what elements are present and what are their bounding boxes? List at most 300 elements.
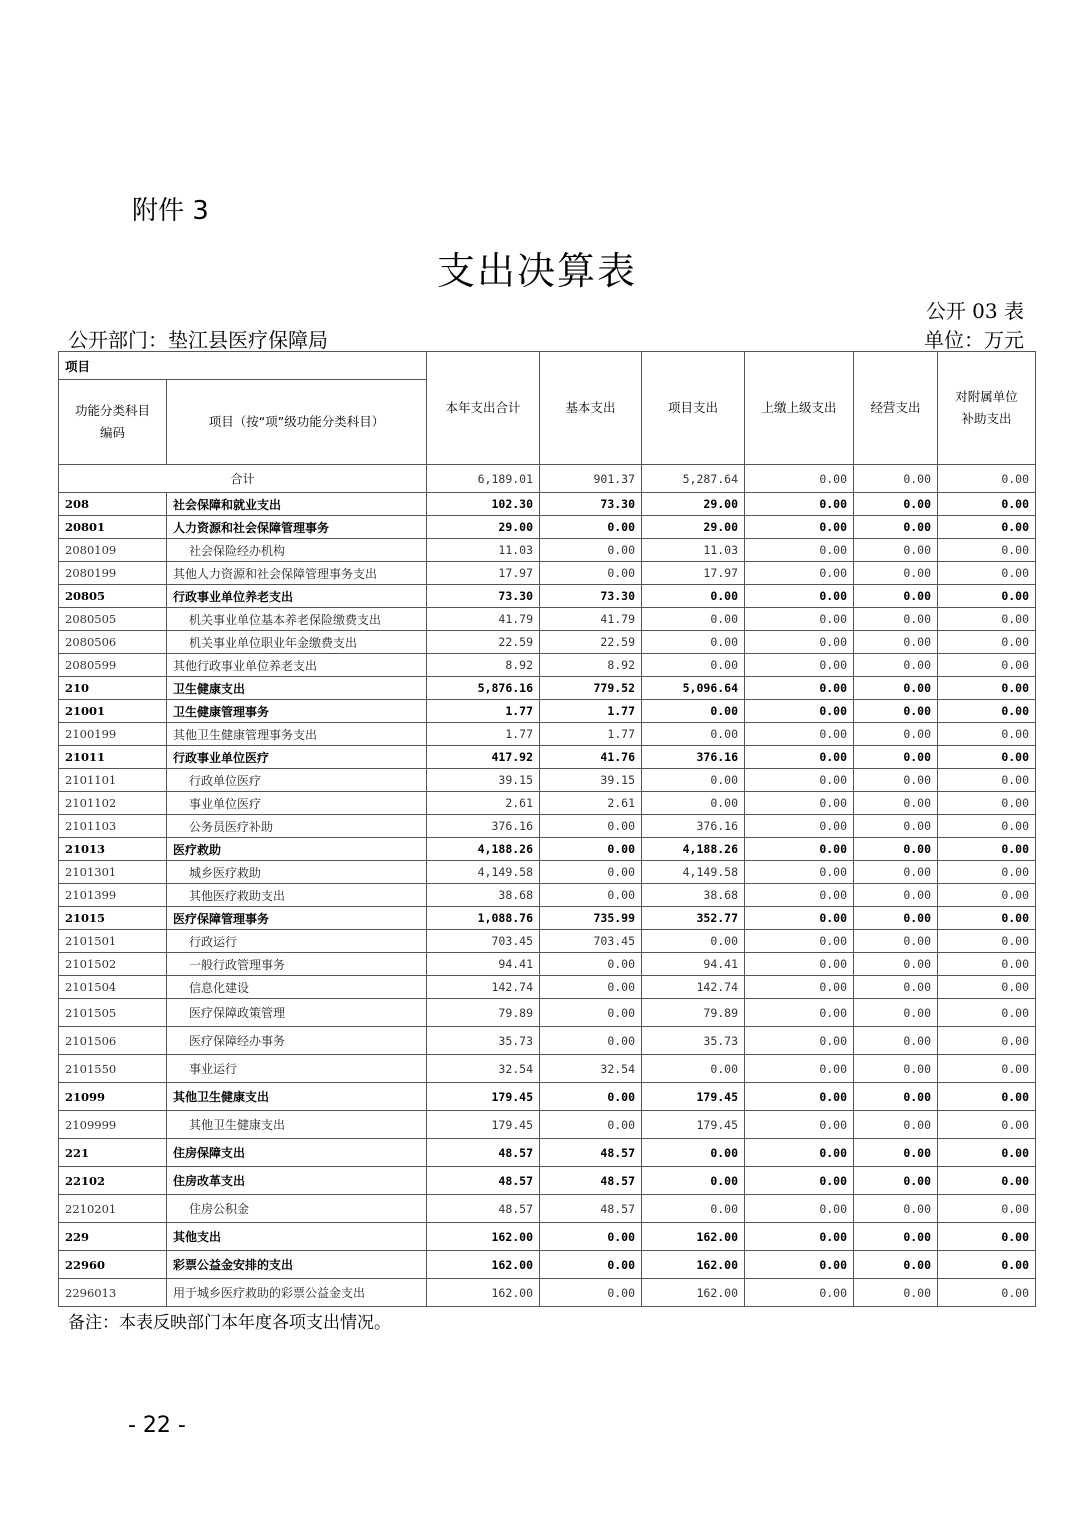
row-name: 行政单位医疗 <box>167 769 427 792</box>
row-value: 0.00 <box>854 861 938 884</box>
table-row <box>59 539 1036 562</box>
row-value: 0.00 <box>938 930 1036 953</box>
row-name: 住房保障支出 <box>167 1139 427 1167</box>
row-name: 卫生健康管理事务 <box>167 700 427 723</box>
row-value: 1.77 <box>540 723 642 746</box>
row-code: 2101501 <box>59 930 167 953</box>
table-row <box>59 677 1036 700</box>
row-code: 20805 <box>59 585 167 608</box>
row-value: 48.57 <box>427 1139 540 1167</box>
row-value: 0.00 <box>745 608 854 631</box>
row-name: 医疗保障政策管理 <box>167 999 427 1027</box>
table-row <box>59 493 1036 516</box>
row-value: 376.16 <box>642 746 745 769</box>
row-value: 0.00 <box>938 1083 1036 1111</box>
row-value: 0.00 <box>854 1139 938 1167</box>
row-value: 35.73 <box>642 1027 745 1055</box>
row-name: 城乡医疗救助 <box>167 861 427 884</box>
row-value: 0.00 <box>642 930 745 953</box>
row-value: 162.00 <box>642 1223 745 1251</box>
row-name: 行政事业单位养老支出 <box>167 585 427 608</box>
row-value: 0.00 <box>938 1223 1036 1251</box>
row-value: 0.00 <box>642 723 745 746</box>
row-value: 0.00 <box>854 999 938 1027</box>
row-value: 0.00 <box>854 953 938 976</box>
table-row <box>59 585 1036 608</box>
row-value: 0.00 <box>938 1195 1036 1223</box>
row-code: 2100199 <box>59 723 167 746</box>
row-code: 2080505 <box>59 608 167 631</box>
row-value: 0.00 <box>745 493 854 516</box>
row-name: 住房公积金 <box>167 1195 427 1223</box>
row-value: 0.00 <box>854 1167 938 1195</box>
row-value: 0.00 <box>854 1083 938 1111</box>
table-row <box>59 700 1036 723</box>
row-value: 0.00 <box>540 838 642 861</box>
row-value: 0.00 <box>642 631 745 654</box>
row-value: 0.00 <box>854 907 938 930</box>
row-name: 其他卫生健康支出 <box>167 1083 427 1111</box>
row-value: 5,096.64 <box>642 677 745 700</box>
table-row <box>59 1055 1036 1083</box>
document-title: 支出决算表 <box>436 249 637 293</box>
row-value: 0.00 <box>540 976 642 999</box>
row-value: 0.00 <box>745 723 854 746</box>
row-value: 0.00 <box>745 746 854 769</box>
row-value: 0.00 <box>854 1223 938 1251</box>
row-value: 73.30 <box>540 493 642 516</box>
row-value: 0.00 <box>540 999 642 1027</box>
table-row <box>59 562 1036 585</box>
total-value: 901.37 <box>540 465 642 493</box>
row-value: 0.00 <box>540 539 642 562</box>
row-value: 162.00 <box>642 1279 745 1307</box>
table-row <box>59 1195 1036 1223</box>
row-code: 2210201 <box>59 1195 167 1223</box>
row-value: 0.00 <box>938 746 1036 769</box>
row-code: 210 <box>59 677 167 700</box>
row-name: 住房改革支出 <box>167 1167 427 1195</box>
row-value: 0.00 <box>745 677 854 700</box>
header-name: 项目（按“项”级功能分类科目） <box>167 380 427 465</box>
row-value: 39.15 <box>540 769 642 792</box>
row-value: 4,149.58 <box>427 861 540 884</box>
row-value: 0.00 <box>854 608 938 631</box>
row-value: 0.00 <box>854 1111 938 1139</box>
row-value: 29.00 <box>642 493 745 516</box>
table-row <box>59 654 1036 677</box>
table-row <box>59 631 1036 654</box>
row-value: 73.30 <box>540 585 642 608</box>
row-value: 0.00 <box>938 999 1036 1027</box>
header-total: 本年支出合计 <box>427 352 540 465</box>
row-value: 703.45 <box>540 930 642 953</box>
row-value: 0.00 <box>854 539 938 562</box>
row-value: 8.92 <box>540 654 642 677</box>
row-value: 0.00 <box>854 516 938 539</box>
row-value: 0.00 <box>540 1083 642 1111</box>
row-value: 417.92 <box>427 746 540 769</box>
table-row <box>59 1111 1036 1139</box>
row-value: 38.68 <box>427 884 540 907</box>
header-row <box>59 352 1036 380</box>
row-value: 703.45 <box>427 930 540 953</box>
row-value: 0.00 <box>642 1055 745 1083</box>
row-value: 0.00 <box>854 815 938 838</box>
row-value: 779.52 <box>540 677 642 700</box>
total-row <box>59 465 1036 493</box>
row-value: 39.15 <box>427 769 540 792</box>
row-code: 2101550 <box>59 1055 167 1083</box>
row-value: 48.57 <box>540 1167 642 1195</box>
row-value: 0.00 <box>745 838 854 861</box>
row-value: 0.00 <box>938 1279 1036 1307</box>
row-value: 0.00 <box>540 884 642 907</box>
row-value: 0.00 <box>938 585 1036 608</box>
row-value: 0.00 <box>854 585 938 608</box>
row-value: 11.03 <box>427 539 540 562</box>
row-value: 0.00 <box>938 608 1036 631</box>
row-value: 0.00 <box>854 700 938 723</box>
table-row <box>59 1251 1036 1279</box>
row-name: 其他行政事业单位养老支出 <box>167 654 427 677</box>
row-value: 0.00 <box>540 1279 642 1307</box>
row-value: 0.00 <box>938 838 1036 861</box>
row-value: 0.00 <box>642 769 745 792</box>
row-value: 0.00 <box>938 1139 1036 1167</box>
row-code: 2109999 <box>59 1111 167 1139</box>
table-row <box>59 1027 1036 1055</box>
row-value: 376.16 <box>642 815 745 838</box>
row-code: 2101399 <box>59 884 167 907</box>
row-value: 0.00 <box>938 631 1036 654</box>
row-value: 0.00 <box>938 907 1036 930</box>
row-value: 0.00 <box>540 516 642 539</box>
row-value: 0.00 <box>854 838 938 861</box>
row-code: 21011 <box>59 746 167 769</box>
row-code: 2080109 <box>59 539 167 562</box>
attachment-label: 附件 3 <box>132 196 209 226</box>
row-code: 208 <box>59 493 167 516</box>
row-code: 2101101 <box>59 769 167 792</box>
row-code: 20801 <box>59 516 167 539</box>
row-value: 0.00 <box>854 677 938 700</box>
row-name: 行政运行 <box>167 930 427 953</box>
row-value: 0.00 <box>642 792 745 815</box>
footnote: 备注：本表反映部门本年度各项支出情况。 <box>68 1313 391 1333</box>
row-value: 102.30 <box>427 493 540 516</box>
row-value: 22.59 <box>540 631 642 654</box>
row-code: 21015 <box>59 907 167 930</box>
row-value: 48.57 <box>427 1167 540 1195</box>
row-name: 事业运行 <box>167 1055 427 1083</box>
table-row <box>59 1083 1036 1111</box>
row-value: 0.00 <box>745 1195 854 1223</box>
header-business: 经营支出 <box>854 352 938 465</box>
row-value: 0.00 <box>745 1251 854 1279</box>
row-value: 0.00 <box>642 585 745 608</box>
row-value: 79.89 <box>642 999 745 1027</box>
row-name: 信息化建设 <box>167 976 427 999</box>
row-value: 0.00 <box>938 861 1036 884</box>
table-row <box>59 815 1036 838</box>
row-value: 0.00 <box>540 1027 642 1055</box>
row-value: 11.03 <box>642 539 745 562</box>
row-value: 1.77 <box>427 700 540 723</box>
row-value: 0.00 <box>938 884 1036 907</box>
row-value: 1.77 <box>540 700 642 723</box>
row-value: 0.00 <box>745 700 854 723</box>
header-code: 功能分类科目编码 <box>59 380 167 465</box>
row-name: 其他医疗救助支出 <box>167 884 427 907</box>
row-name: 机关事业单位基本养老保险缴费支出 <box>167 608 427 631</box>
row-value: 0.00 <box>745 884 854 907</box>
row-code: 21013 <box>59 838 167 861</box>
row-value: 0.00 <box>854 723 938 746</box>
unit-label: 单位：万元 <box>924 328 1024 352</box>
header-project-exp: 项目支出 <box>642 352 745 465</box>
row-value: 179.45 <box>427 1083 540 1111</box>
row-value: 0.00 <box>938 1055 1036 1083</box>
table-row <box>59 1223 1036 1251</box>
row-name: 机关事业单位职业年金缴费支出 <box>167 631 427 654</box>
row-value: 0.00 <box>540 953 642 976</box>
row-name: 其他支出 <box>167 1223 427 1251</box>
table-row <box>59 723 1036 746</box>
row-value: 0.00 <box>540 1111 642 1139</box>
total-value: 0.00 <box>745 465 854 493</box>
row-name: 行政事业单位医疗 <box>167 746 427 769</box>
row-value: 0.00 <box>938 677 1036 700</box>
table-row <box>59 930 1036 953</box>
header-project: 项目 <box>59 352 427 380</box>
row-value: 4,188.26 <box>642 838 745 861</box>
row-value: 48.57 <box>540 1195 642 1223</box>
row-value: 17.97 <box>642 562 745 585</box>
row-value: 0.00 <box>745 1111 854 1139</box>
row-value: 41.79 <box>540 608 642 631</box>
row-name: 其他人力资源和社会保障管理事务支出 <box>167 562 427 585</box>
row-code: 2101103 <box>59 815 167 838</box>
row-value: 0.00 <box>854 654 938 677</box>
row-value: 0.00 <box>642 654 745 677</box>
header-upper: 上缴上级支出 <box>745 352 854 465</box>
row-value: 0.00 <box>938 539 1036 562</box>
row-name: 社会保障和就业支出 <box>167 493 427 516</box>
row-value: 0.00 <box>854 1055 938 1083</box>
row-name: 事业单位医疗 <box>167 792 427 815</box>
row-code: 2101504 <box>59 976 167 999</box>
table-row <box>59 769 1036 792</box>
row-code: 2101506 <box>59 1027 167 1055</box>
row-value: 162.00 <box>427 1279 540 1307</box>
row-code: 221 <box>59 1139 167 1167</box>
row-value: 0.00 <box>540 562 642 585</box>
row-code: 2101301 <box>59 861 167 884</box>
row-value: 0.00 <box>642 1167 745 1195</box>
table-row <box>59 1139 1036 1167</box>
row-value: 0.00 <box>745 562 854 585</box>
row-value: 41.79 <box>427 608 540 631</box>
row-value: 179.45 <box>642 1111 745 1139</box>
row-value: 0.00 <box>745 631 854 654</box>
row-value: 142.74 <box>427 976 540 999</box>
table-row <box>59 884 1036 907</box>
row-value: 0.00 <box>938 723 1036 746</box>
row-value: 0.00 <box>745 999 854 1027</box>
table-row <box>59 861 1036 884</box>
row-name: 用于城乡医疗救助的彩票公益金支出 <box>167 1279 427 1307</box>
row-value: 79.89 <box>427 999 540 1027</box>
row-value: 0.00 <box>540 1223 642 1251</box>
row-value: 38.68 <box>642 884 745 907</box>
row-value: 0.00 <box>745 516 854 539</box>
row-value: 0.00 <box>540 1251 642 1279</box>
row-value: 1.77 <box>427 723 540 746</box>
row-value: 0.00 <box>938 815 1036 838</box>
row-value: 8.92 <box>427 654 540 677</box>
row-value: 73.30 <box>427 585 540 608</box>
row-value: 0.00 <box>938 654 1036 677</box>
row-value: 179.45 <box>642 1083 745 1111</box>
row-value: 0.00 <box>642 1195 745 1223</box>
row-name: 医疗保障经办事务 <box>167 1027 427 1055</box>
row-value: 0.00 <box>745 1083 854 1111</box>
row-value: 0.00 <box>745 976 854 999</box>
row-code: 21001 <box>59 700 167 723</box>
row-value: 0.00 <box>938 562 1036 585</box>
row-value: 48.57 <box>427 1195 540 1223</box>
row-value: 0.00 <box>854 1251 938 1279</box>
row-value: 142.74 <box>642 976 745 999</box>
row-value: 0.00 <box>938 493 1036 516</box>
row-value: 735.99 <box>540 907 642 930</box>
row-value: 0.00 <box>938 1167 1036 1195</box>
row-value: 0.00 <box>854 930 938 953</box>
expenditure-table <box>58 351 1036 1307</box>
row-name: 其他卫生健康支出 <box>167 1111 427 1139</box>
row-value: 0.00 <box>745 769 854 792</box>
total-value: 0.00 <box>854 465 938 493</box>
row-value: 0.00 <box>745 953 854 976</box>
row-value: 0.00 <box>745 861 854 884</box>
table-row <box>59 976 1036 999</box>
row-value: 0.00 <box>854 1279 938 1307</box>
row-value: 376.16 <box>427 815 540 838</box>
row-value: 2.61 <box>427 792 540 815</box>
row-value: 0.00 <box>745 792 854 815</box>
row-value: 0.00 <box>540 861 642 884</box>
table-row <box>59 1167 1036 1195</box>
row-name: 医疗救助 <box>167 838 427 861</box>
row-code: 2080599 <box>59 654 167 677</box>
page-number: - 22 - <box>128 1413 186 1438</box>
row-value: 29.00 <box>642 516 745 539</box>
row-value: 0.00 <box>854 792 938 815</box>
row-name: 人力资源和社会保障管理事务 <box>167 516 427 539</box>
row-value: 0.00 <box>745 1055 854 1083</box>
row-value: 0.00 <box>745 1279 854 1307</box>
row-code: 2101102 <box>59 792 167 815</box>
row-value: 0.00 <box>938 700 1036 723</box>
header-subsidy: 对附属单位补助支出 <box>938 352 1036 465</box>
row-value: 48.57 <box>540 1139 642 1167</box>
row-value: 41.76 <box>540 746 642 769</box>
row-value: 32.54 <box>540 1055 642 1083</box>
row-value: 0.00 <box>854 746 938 769</box>
table-row <box>59 1279 1036 1307</box>
header-basic: 基本支出 <box>540 352 642 465</box>
table-row <box>59 999 1036 1027</box>
row-value: 179.45 <box>427 1111 540 1139</box>
row-name: 社会保险经办机构 <box>167 539 427 562</box>
row-code: 21099 <box>59 1083 167 1111</box>
row-value: 0.00 <box>854 884 938 907</box>
row-name: 医疗保障管理事务 <box>167 907 427 930</box>
row-value: 0.00 <box>854 562 938 585</box>
row-value: 352.77 <box>642 907 745 930</box>
total-value: 6,189.01 <box>427 465 540 493</box>
row-value: 0.00 <box>938 1027 1036 1055</box>
total-value: 0.00 <box>938 465 1036 493</box>
row-value: 0.00 <box>642 700 745 723</box>
table-row <box>59 838 1036 861</box>
row-value: 0.00 <box>938 976 1036 999</box>
row-value: 0.00 <box>854 493 938 516</box>
row-value: 1,088.76 <box>427 907 540 930</box>
row-value: 0.00 <box>745 815 854 838</box>
table-row <box>59 907 1036 930</box>
department-label: 公开部门：垫江县医疗保障局 <box>68 328 328 352</box>
row-value: 0.00 <box>745 1139 854 1167</box>
row-value: 94.41 <box>642 953 745 976</box>
row-value: 162.00 <box>642 1251 745 1279</box>
row-name: 一般行政管理事务 <box>167 953 427 976</box>
row-value: 0.00 <box>938 769 1036 792</box>
row-code: 2101502 <box>59 953 167 976</box>
row-value: 0.00 <box>854 769 938 792</box>
row-value: 0.00 <box>938 1251 1036 1279</box>
row-value: 0.00 <box>938 953 1036 976</box>
total-label: 合计 <box>59 465 427 493</box>
row-value: 4,188.26 <box>427 838 540 861</box>
row-name: 彩票公益金安排的支出 <box>167 1251 427 1279</box>
table-row <box>59 792 1036 815</box>
row-value: 0.00 <box>854 631 938 654</box>
row-value: 0.00 <box>745 539 854 562</box>
row-code: 2080199 <box>59 562 167 585</box>
row-value: 0.00 <box>642 1139 745 1167</box>
table-row <box>59 516 1036 539</box>
row-value: 0.00 <box>745 1223 854 1251</box>
total-value: 5,287.64 <box>642 465 745 493</box>
row-value: 0.00 <box>854 1195 938 1223</box>
row-value: 0.00 <box>745 654 854 677</box>
row-value: 0.00 <box>540 815 642 838</box>
row-name: 其他卫生健康管理事务支出 <box>167 723 427 746</box>
row-value: 0.00 <box>854 976 938 999</box>
row-code: 2296013 <box>59 1279 167 1307</box>
row-code: 229 <box>59 1223 167 1251</box>
row-value: 4,149.58 <box>642 861 745 884</box>
row-value: 0.00 <box>745 1167 854 1195</box>
table-row <box>59 746 1036 769</box>
form-number: 公开 03 表 <box>925 299 1024 323</box>
row-value: 94.41 <box>427 953 540 976</box>
row-value: 17.97 <box>427 562 540 585</box>
row-value: 2.61 <box>540 792 642 815</box>
row-code: 22960 <box>59 1251 167 1279</box>
